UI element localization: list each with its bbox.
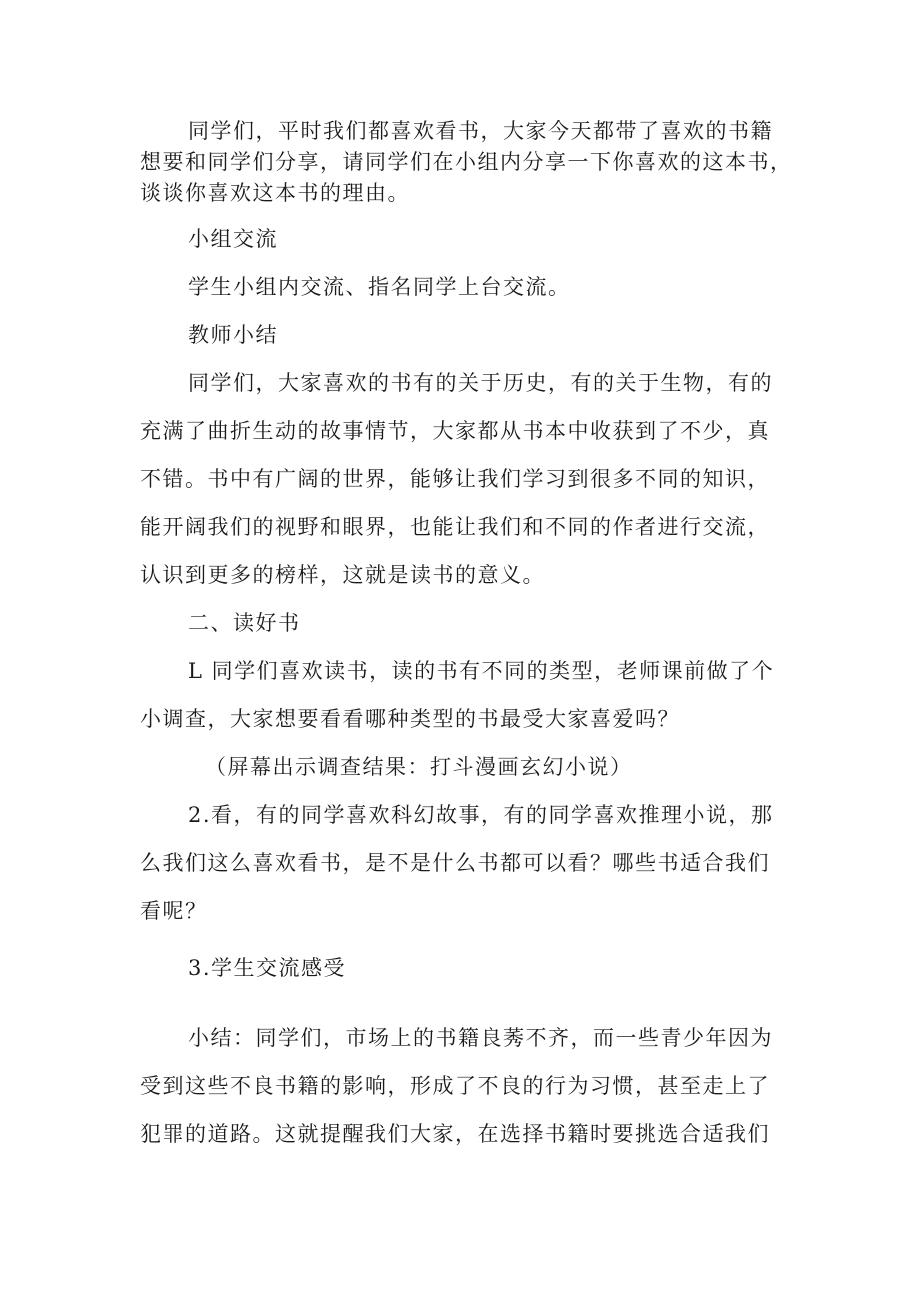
paragraph-line: 同学们，大家喜欢的书有的关于历史，有的关于生物，有的: [188, 371, 773, 395]
paragraph-line: L 同学们喜欢读书，读的书有不同的类型，老师课前做了个: [188, 659, 775, 683]
paragraph-line: 充满了曲折生动的故事情节，大家都从书本中收获到了不少，真: [140, 419, 770, 443]
paragraph-line: 谈谈你喜欢这本书的理由。: [140, 181, 410, 205]
paragraph-line: 小调查，大家想要看看哪种类型的书最受大家喜爱吗？: [140, 707, 680, 731]
paragraph-line: 犯罪的道路。这就提醒我们大家，在选择书籍时要挑选合适我们: [140, 1122, 770, 1146]
section-heading: 二、读好书: [188, 611, 301, 635]
section-label: 教师小结: [188, 323, 278, 347]
paragraph-line: 想要和同学们分享，请同学们在小组内分享一下你喜欢的这本书，: [140, 150, 793, 174]
paragraph-line: 2.看，有的同学喜欢科幻故事，有的同学喜欢推理小说，那: [188, 803, 774, 827]
paragraph-line: 看呢？: [140, 899, 208, 923]
paragraph-line: （屏幕出示调查结果：打斗漫画玄幻小说）: [205, 755, 633, 779]
paragraph-line: 同学们，平时我们都喜欢看书，大家今天都带了喜欢的书籍: [188, 119, 773, 143]
paragraph-line: 小结：同学们，市场上的书籍良莠不齐，而一些青少年因为: [188, 1026, 773, 1050]
paragraph-line: 学生小组内交流、指名同学上台交流。: [188, 275, 571, 299]
paragraph-line: 不错。书中有广阔的世界，能够让我们学习到很多不同的知识，: [140, 467, 770, 491]
paragraph-line: 受到这些不良书籍的影响，形成了不良的行为习惯，甚至走上了: [140, 1074, 770, 1098]
section-label: 小组交流: [188, 227, 278, 251]
paragraph-line: 3.学生交流感受: [188, 956, 347, 980]
paragraph-line: 么我们这么喜欢看书，是不是什么书都可以看？哪些书适合我们: [140, 851, 770, 875]
paragraph-line: 能开阔我们的视野和眼界，也能让我们和不同的作者进行交流，: [140, 515, 770, 539]
paragraph-line: 认识到更多的榜样，这就是读书的意义。: [140, 563, 545, 587]
